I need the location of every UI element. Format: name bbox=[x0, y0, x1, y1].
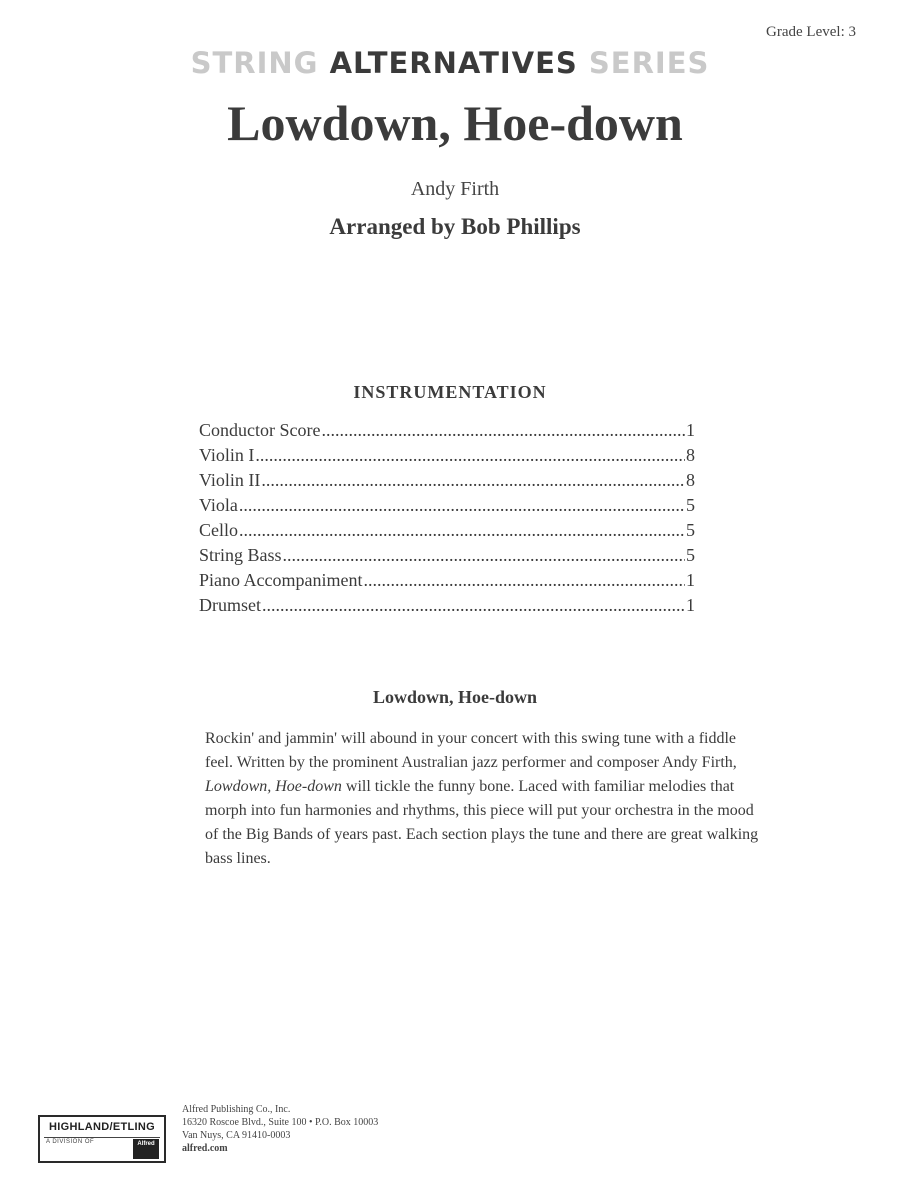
page-title: Lowdown, Hoe-down bbox=[227, 95, 683, 151]
arranger-credit: Arranged by Bob Phillips bbox=[329, 214, 581, 239]
description-title-italic: Lowdown, Hoe-down bbox=[205, 778, 342, 795]
instrument-quantity: 1 bbox=[686, 420, 695, 440]
dot-leader bbox=[261, 470, 685, 491]
instrument-quantity: 8 bbox=[686, 470, 695, 490]
dot-leader bbox=[239, 520, 685, 541]
instrument-row bbox=[199, 495, 695, 520]
logo-division: A DIVISION OF bbox=[46, 1139, 95, 1145]
instrument-name: Cello bbox=[199, 520, 238, 540]
instrument-name: Drumset bbox=[199, 595, 261, 615]
instrument-row bbox=[199, 545, 695, 570]
grade-level: Grade Level: 3 bbox=[766, 24, 856, 40]
address-line: Van Nuys, CA 91410-0003 bbox=[182, 1130, 291, 1141]
instrumentation-list bbox=[199, 420, 695, 620]
dot-leader bbox=[255, 445, 685, 466]
series-banner bbox=[0, 46, 900, 80]
description-body bbox=[205, 727, 765, 871]
address-line: Alfred Publishing Co., Inc. bbox=[182, 1104, 291, 1115]
description-heading: Lowdown, Hoe-down bbox=[372, 687, 538, 707]
instrument-name: Conductor Score bbox=[199, 420, 321, 440]
instrument-name: String Bass bbox=[199, 545, 282, 565]
series-suffix: SERIES bbox=[588, 46, 710, 80]
series-prefix: STRING bbox=[190, 46, 319, 80]
dot-leader bbox=[363, 570, 685, 591]
series-middle: ALTERNATIVES bbox=[318, 46, 589, 80]
instrument-name: Piano Accompaniment bbox=[199, 570, 363, 590]
instrument-row bbox=[199, 595, 695, 620]
composer-name: Andy Firth bbox=[410, 178, 500, 200]
instrument-name: Violin I bbox=[199, 445, 255, 465]
publisher-address bbox=[182, 1103, 378, 1155]
instrumentation-heading: INSTRUMENTATION bbox=[353, 382, 547, 402]
logo-brand: HIGHLAND/ETLING bbox=[49, 1121, 155, 1133]
instrument-row bbox=[199, 570, 695, 595]
instrument-row bbox=[199, 470, 695, 495]
description-text-after: will tickle the funny bone. Laced with familiar melodies that morph into fun harmonies and rhythms, this piece will put your orchestra in the mood of the Big Bands of years past. Each section plays the tune and there are great walking bass lines. bbox=[205, 778, 759, 867]
alfred-mark-icon: Alfred bbox=[133, 1139, 159, 1159]
instrument-quantity: 5 bbox=[686, 545, 695, 565]
description-text-before: Rockin' and jammin' will abound in your concert with this swing tune with a fiddle feel. Written by the prominent Australian jazz performer and composer Andy Firth, bbox=[205, 730, 737, 771]
publisher-logo bbox=[38, 1115, 166, 1163]
instrument-quantity: 5 bbox=[686, 520, 695, 540]
dot-leader bbox=[239, 495, 685, 516]
dot-leader bbox=[283, 545, 685, 566]
instrument-name: Violin II bbox=[199, 470, 261, 490]
instrument-row bbox=[199, 420, 695, 445]
instrument-quantity: 1 bbox=[686, 595, 695, 615]
instrument-quantity: 5 bbox=[686, 495, 695, 515]
instrument-row bbox=[199, 520, 695, 545]
instrument-row bbox=[199, 445, 695, 470]
dot-leader bbox=[262, 595, 685, 616]
logo-divider bbox=[44, 1137, 160, 1138]
publisher-website: alfred.com bbox=[182, 1143, 228, 1154]
instrument-quantity: 8 bbox=[686, 445, 695, 465]
address-line: 16320 Roscoe Blvd., Suite 100 • P.O. Box 10003 bbox=[182, 1117, 379, 1128]
instrument-quantity: 1 bbox=[686, 570, 695, 590]
dot-leader bbox=[321, 420, 685, 441]
instrument-name: Viola bbox=[199, 495, 238, 515]
